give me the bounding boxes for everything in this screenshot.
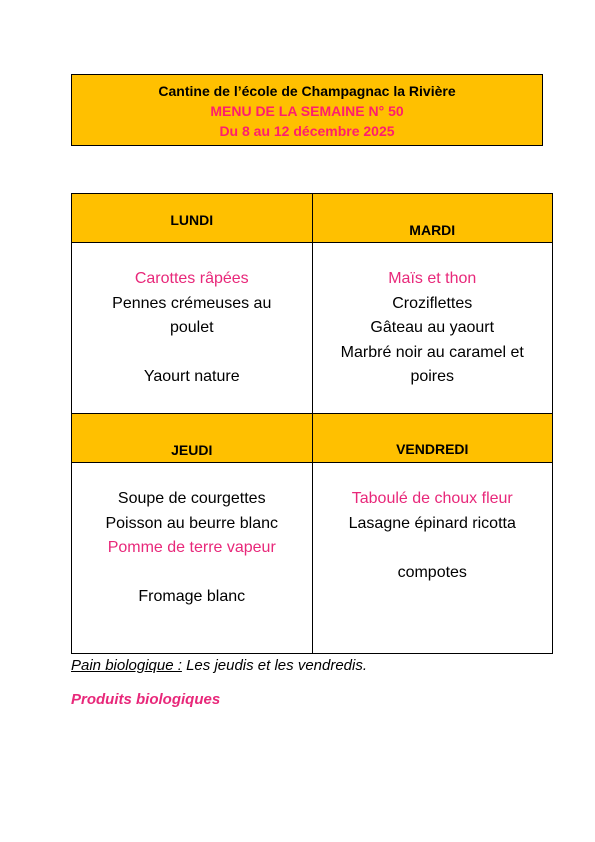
dish-item: Gâteau au yaourt	[370, 319, 495, 336]
school-name: Cantine de l’école de Champagnac la Rivière	[158, 83, 456, 99]
bread-footnote	[71, 657, 367, 674]
dish-item: Fromage blanc	[138, 588, 246, 605]
week-title: MENU DE LA SEMAINE N° 50	[210, 103, 404, 119]
dish-item: poulet	[169, 319, 214, 336]
dish-item: Poisson au beurre blanc	[105, 514, 279, 532]
day-label: VENDREDI	[396, 441, 469, 457]
dish-spacer	[72, 561, 312, 586]
table-row-header-1	[72, 194, 553, 243]
day-label: JEUDI	[171, 442, 213, 458]
organic-dish-item: Maïs et thon	[388, 270, 477, 287]
weekly-menu-table	[71, 193, 553, 654]
dish-item: compotes	[397, 563, 467, 581]
organic-dish-item: Carottes râpées	[134, 270, 249, 287]
table-row-dishes-2	[72, 463, 553, 654]
day-label: LUNDI	[170, 212, 214, 228]
dish-item: Marbré noir au caramel et	[340, 343, 524, 361]
organic-dish-item: Pomme de terre vapeur	[107, 539, 276, 556]
organic-dish-item: Taboulé de choux fleur	[351, 490, 513, 507]
day-header-jeudi	[72, 414, 313, 463]
dish-spacer	[72, 341, 312, 366]
bread-text: Les jeudis et les vendredis.	[181, 657, 368, 674]
dish-item: Yaourt nature	[143, 368, 240, 385]
table-row-header-2	[72, 414, 553, 463]
day-header-mardi	[312, 194, 553, 243]
bread-label: Pain biologique :	[71, 657, 182, 674]
dishes-vendredi	[312, 463, 553, 654]
dish-item: Pennes crémeuses au	[112, 294, 272, 312]
table-row-dishes-1	[72, 243, 553, 414]
dish-item: poires	[410, 368, 455, 385]
day-header-vendredi	[312, 414, 553, 463]
dishes-jeudi	[72, 463, 313, 654]
week-dates: Du 8 au 12 décembre 2025	[219, 123, 395, 139]
dish-item: Croziflettes	[392, 294, 473, 312]
day-header-lundi	[72, 194, 313, 243]
dishes-mardi	[312, 243, 553, 414]
dish-item: Soupe de courgettes	[117, 490, 266, 507]
dish-item: Lasagne épinard ricotta	[348, 514, 516, 532]
dishes-lundi	[72, 243, 313, 414]
menu-title-box	[71, 74, 543, 146]
day-label: MARDI	[409, 222, 456, 238]
dish-spacer	[313, 536, 553, 561]
organic-legend: Produits biologiques	[71, 691, 221, 708]
